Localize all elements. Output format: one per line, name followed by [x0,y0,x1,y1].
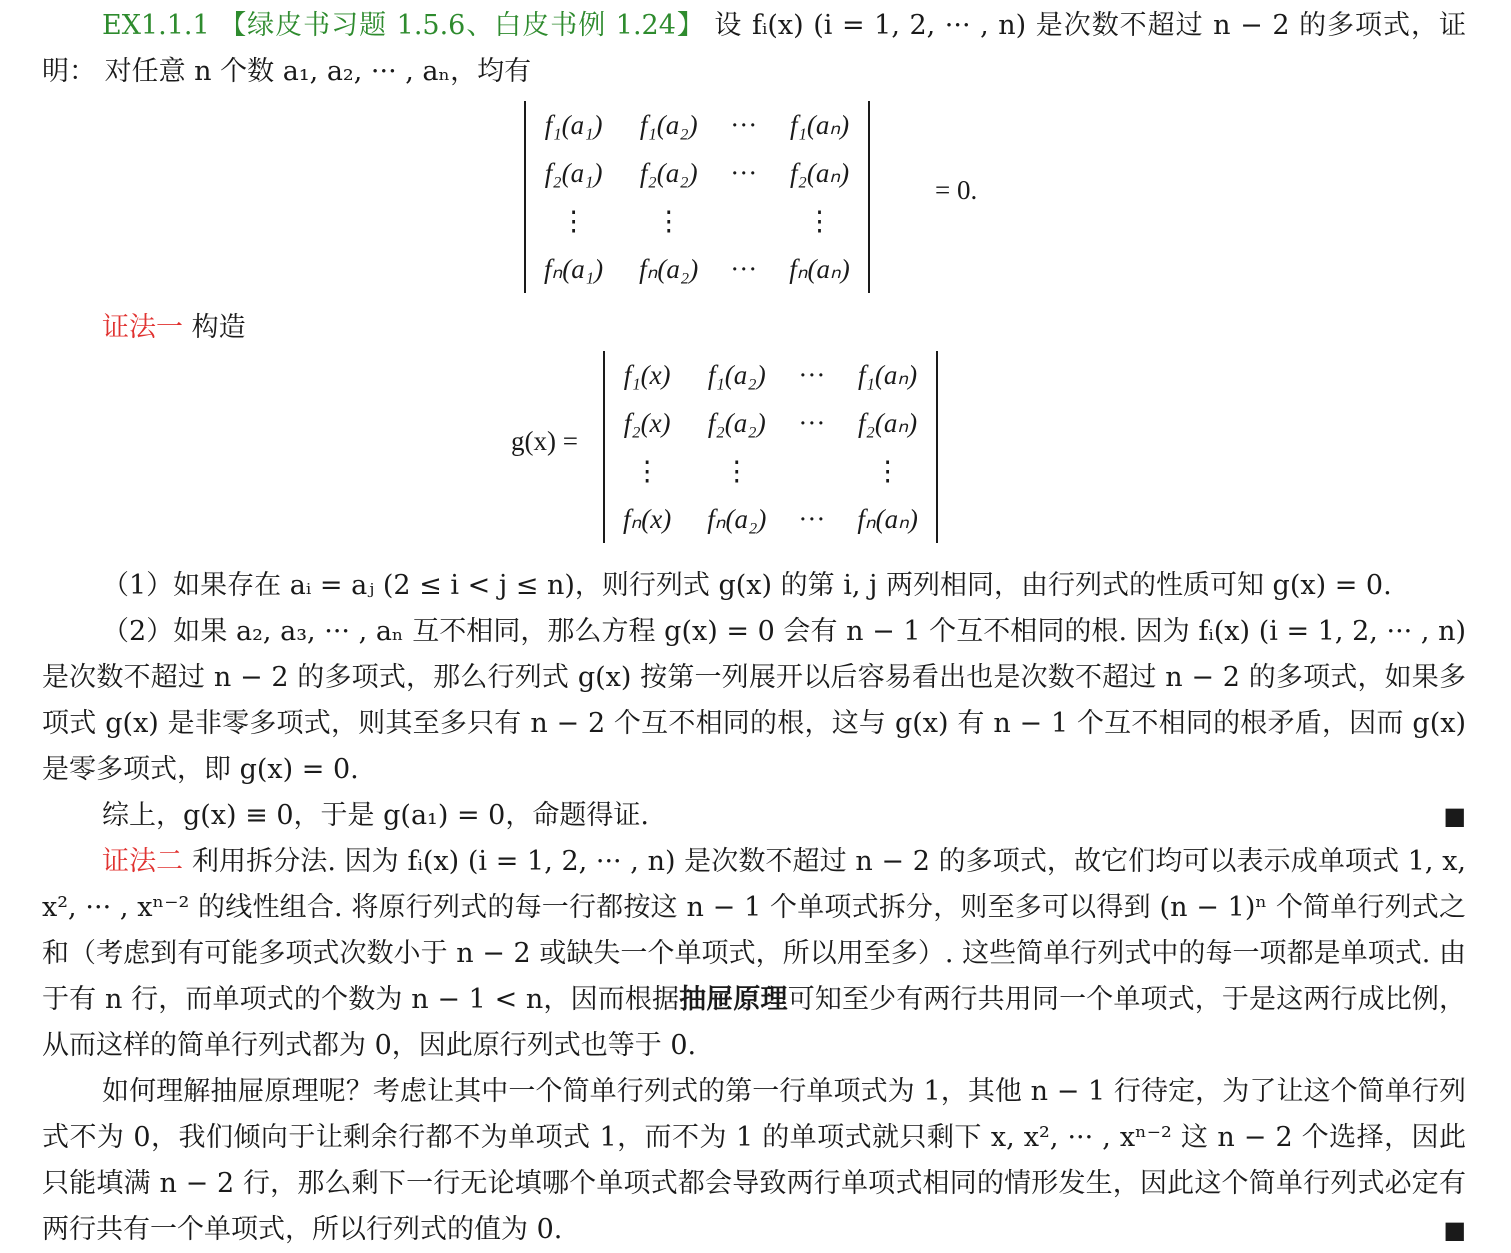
determinant-1 [524,101,870,293]
document-page [42,0,1466,1253]
method-2-explanation [42,1069,1466,1253]
determinant-entry: ··· [730,253,758,284]
qed-mark: ■ [1443,802,1466,830]
statement-line-1: 设 fᵢ(x) (i = 1, 2, ··· , n) 是次数不超过 n − 2 的多项式，证明： [42,10,1466,87]
determinant-g-lhs: g(x) = [511,426,578,456]
determinant-entry: ··· [730,157,758,188]
determinant-entry: fₙ(aₙ) [857,503,918,534]
determinant-entry: f₁(a₂) [707,359,766,390]
determinant-row [604,399,937,447]
determinant-entry: f₂(x) [623,407,671,438]
qed-mark-2: ■ [1443,1216,1466,1244]
determinant-entry: ⋮ [874,455,902,486]
determinant-entry: f₂(a₁) [544,157,603,188]
determinant-entry: ⋮ [655,205,683,236]
determinant-row [604,351,937,399]
method-1-label: 证法一 [102,312,183,343]
determinant-row [525,149,869,197]
determinant-entry: fₙ(x) [623,503,672,534]
determinant-entry: fₙ(a₂) [639,253,699,284]
determinant-entry: fₙ(a₂) [707,503,767,534]
determinant-g [603,351,938,543]
method-2-label: 证法二 [102,846,184,877]
method-1-intro: 构造 [191,312,246,343]
determinant-entry: ··· [798,407,826,438]
method-2-text-b: 可知至少有两行共用同一个单项式，于是这两行成比例，从而这样的简单行列式都为 0，因此原行列式也等于 0. [42,984,1467,1061]
determinant-entry: fₙ(aₙ) [789,253,850,284]
determinant-entry [784,447,839,495]
determinant-entry: f₂(aₙ) [789,157,850,188]
determinant-row [525,245,869,293]
determinant-entry: f₂(a₂) [707,407,766,438]
problem-statement [42,3,1466,95]
exercise-code: EX1.1.1 [102,10,210,41]
determinant-entry: f₁(aₙ) [789,109,850,140]
determinant-row [525,197,869,245]
determinant-entry: ··· [730,109,758,140]
statement-line-2: 对任意 n 个数 a₁, a₂, ··· , aₙ，均有 [104,56,532,87]
method-1-heading [42,305,1466,351]
determinant-entry: ⋮ [723,455,751,486]
pigeonhole-term: 抽屉原理 [679,984,788,1015]
determinant-row [604,495,937,543]
determinant-1-rhs: = 0. [935,175,978,205]
determinant-entry: f₁(x) [623,359,671,390]
exercise-source: 【绿皮书习题 1.5.6、白皮书例 1.24】 [219,10,705,41]
determinant-entry: f₁(aₙ) [858,359,918,390]
case-1: （1）如果存在 aᵢ = aⱼ (2 ≤ i < j ≤ n)，则行列式 g(x) 的第 i, j 两列相同，由行列式的性质可知 g(x) = 0. [102,570,1392,601]
determinant-entry: ⋮ [806,205,834,236]
method-2-text-a: 利用拆分法. 因为 fᵢ(x) (i = 1, 2, ··· , n) 是次数不超过 n − 2 的多项式，故它们均可以表示成单项式 1, x, x², ··· , xⁿ⁻² 的线性组合. 将原行列式的每一行都按这 n − 1 个单项式拆分，则至多可以得到 (n − 1)ⁿ 个简单行列式之和（考虑到有可能多项式次数小于 n − 2 或缺失一个单项式，所以用至多）. 这些简单行列式中的每一项都是单项式. 由于有 n 行，而单项式的个数为 n − 1 < n，因而根据 [42,846,1466,1015]
determinant-entry: ⋮ [560,205,588,236]
determinant-entry: f₂(aₙ) [858,407,918,438]
determinant-row [604,447,937,495]
determinant-entry: f₁(a₁) [544,109,603,140]
determinant-entry [716,197,771,245]
determinant-entry: f₂(a₂) [639,157,698,188]
determinant-row [525,101,869,149]
determinant-entry: ··· [798,503,826,534]
case-2: （2）如果 a₂, a₃, ··· , aₙ 互不相同，那么方程 g(x) = 0 会有 n − 1 个互不相同的根. 因为 fᵢ(x) (i = 1, 2, ··· , n) 是次数不超过 n − 2 的多项式，那么行列式 g(x) 按第一列展开以后容易看出也是次数不超过 n − 2 的多项式，如果多项式 g(x) 是非零多项式，则其至多只有 n − 2 个互不相同的根，这与 g(x) 有 n − 1 个互不相同的根矛盾，因而 g(x) 是零多项式，即 g(x) = 0. [42,616,1466,785]
conclusion-text: 综上，g(x) ≡ 0，于是 g(a₁) = 0，命题得证. [102,800,649,831]
determinant-entry: ··· [798,359,826,390]
method-2-paragraph [42,839,1466,1069]
determinant-entry: f₁(a₂) [639,109,698,140]
determinant-entry: ⋮ [633,455,661,486]
method-1-conclusion [42,793,1466,839]
determinant-entry: fₙ(a₁) [544,253,604,284]
explanation-text: 如何理解抽屉原理呢？考虑让其中一个简单行列式的第一行单项式为 1，其他 n − 1 行待定，为了让这个简单行列式不为 0，我们倾向于让剩余行都不为单项式 1，而不为 1 的单项式就只剩下 x, x², ··· , xⁿ⁻² 这 n − 2 个选择，因此只能填满 n − 2 行，那么剩下一行无论填哪个单项式都会导致两行单项式相同的情形发生，因此这个简单行列式必定有两行共有一个单项式，所以行列式的值为 0. [42,1076,1466,1245]
